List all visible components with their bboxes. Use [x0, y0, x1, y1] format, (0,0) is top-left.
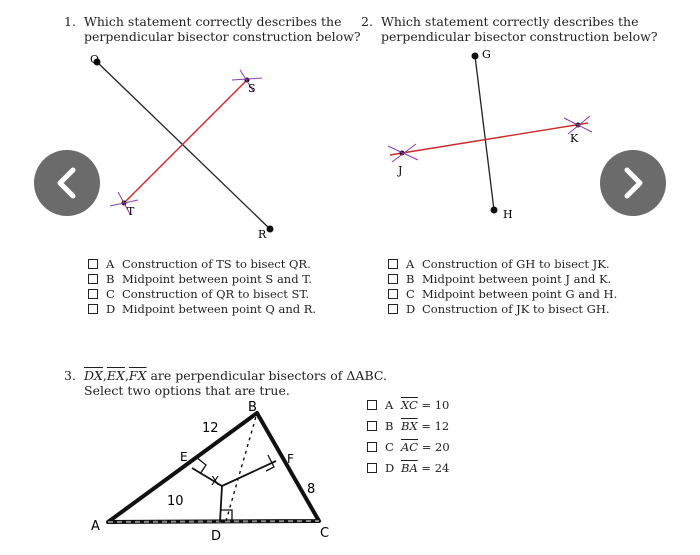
checkbox[interactable] — [388, 304, 398, 314]
q3-number: 3. — [64, 368, 76, 383]
q1-label-t: T — [127, 205, 135, 218]
q2-prompt-line2: perpendicular bisector construction below? — [381, 29, 658, 44]
q3-label-a: A — [91, 519, 100, 534]
q1-option-d[interactable]: D Midpoint between point Q and R. — [88, 303, 316, 316]
checkbox[interactable] — [388, 259, 398, 269]
q1-prompt-line2: perpendicular bisector construction below? — [84, 29, 361, 44]
q3-segment-fx — [222, 461, 276, 486]
q3-dashed-median — [226, 413, 257, 521]
q1-label-r: R — [258, 228, 267, 241]
q2-label-h: H — [503, 208, 513, 221]
q3-label-12: 12 — [202, 421, 219, 436]
checkbox[interactable] — [388, 289, 398, 299]
q2-option-b[interactable]: B Midpoint between point J and K. — [388, 273, 611, 286]
q1-label-s: S — [248, 82, 256, 95]
q3-option-b[interactable]: B $\overline{BX} = 12$ — [367, 420, 449, 433]
chevron-left-icon — [34, 150, 100, 216]
q3-prompt-line2: Select two options that are true. — [84, 383, 290, 398]
q3-prompt-line1: $\overline{DX},\overline{EX},\overline{FX}$ are perpendicular bisectors of ΔABC. — [84, 368, 387, 383]
q2-prompt-line1: Which statement correctly describes the — [381, 14, 639, 29]
q3-segment-dx — [220, 486, 222, 522]
q3-label-d: D — [211, 529, 222, 544]
checkbox[interactable] — [367, 463, 377, 473]
q3-label-e: E — [180, 450, 188, 464]
q1-point-r — [267, 226, 274, 233]
q1-prompt-line1: Which statement correctly describes the — [84, 14, 342, 29]
q2-option-c[interactable]: C Midpoint between point G and H. — [388, 288, 617, 301]
checkbox[interactable] — [367, 421, 377, 431]
q1-number: 1. — [64, 14, 76, 29]
checkbox[interactable] — [367, 400, 377, 410]
q3-label-x: X — [211, 474, 220, 488]
q2-option-d[interactable]: D Construction of JK to bisect GH. — [388, 303, 610, 316]
q3-option-d[interactable]: D $\overline{BA} = 24$ — [367, 462, 449, 475]
q3-label-f: F — [287, 452, 294, 466]
q3-label-8: 8 — [307, 482, 316, 497]
checkbox[interactable] — [388, 274, 398, 284]
q1-arc-marks — [110, 70, 262, 214]
q3-label-b: B — [248, 400, 257, 415]
q1-option-c[interactable]: C Construction of QR to bisect ST. — [88, 288, 309, 301]
q3-label-c: C — [320, 526, 330, 541]
q2-point-h — [491, 207, 498, 214]
q1-option-b[interactable]: B Midpoint between point S and T. — [88, 273, 312, 286]
next-button[interactable] — [600, 150, 666, 216]
q2-label-k: K — [570, 132, 579, 145]
checkbox[interactable] — [88, 259, 98, 269]
q1-bisector-ts — [124, 80, 247, 203]
q1-label-q: Q — [90, 53, 100, 66]
q2-bisector-jk — [390, 123, 588, 155]
q3-label-10: 10 — [167, 494, 184, 509]
checkbox[interactable] — [88, 289, 98, 299]
q2-label-g: G — [482, 48, 491, 61]
checkbox[interactable] — [88, 304, 98, 314]
checkbox[interactable] — [367, 442, 377, 452]
q3-triangle-diagram — [80, 395, 340, 550]
q3-option-c[interactable]: C $\overline{AC} = 20$ — [367, 441, 450, 454]
q2-number: 2. — [361, 14, 373, 29]
q1-option-a[interactable]: A Construction of TS to bisect QR. — [88, 258, 311, 271]
q2-label-j: J — [398, 164, 403, 177]
q2-option-a[interactable]: A Construction of GH to bisect JK. — [388, 258, 610, 271]
previous-button[interactable] — [34, 150, 100, 216]
checkbox[interactable] — [88, 274, 98, 284]
q2-segment-gh — [475, 56, 494, 210]
chevron-right-icon — [600, 150, 666, 216]
q2-point-g — [472, 53, 479, 60]
q3-option-a[interactable]: A $\overline{XC} = 10$ — [367, 399, 449, 412]
